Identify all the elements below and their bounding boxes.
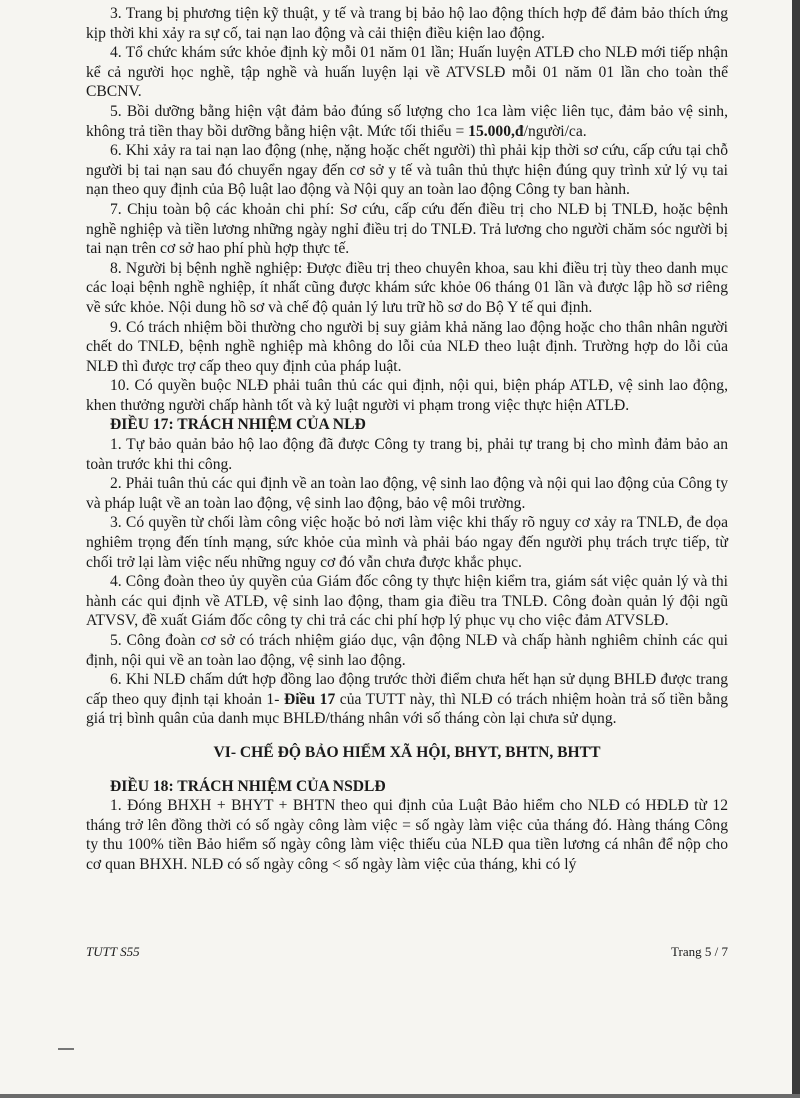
article-18-heading: ĐIỀU 18: TRÁCH NHIỆM CỦA NSDLĐ	[110, 777, 386, 795]
scan-speck	[58, 1048, 74, 1050]
paragraph-5	[86, 102, 728, 141]
article-17-item-5: 5. Công đoàn cơ sở có trách nhiệm giáo dục, vận động NLĐ và chấp hành nghiêm chỉnh các qui định, nội qui về an toàn lao động, vệ sinh lao động.	[86, 632, 728, 669]
article-17-heading: ĐIỀU 17: TRÁCH NHIỆM CỦA NLĐ	[110, 416, 366, 434]
paragraph-4: 4. Tổ chức khám sức khỏe định kỳ mỗi 01 năm 01 lần; Huấn luyện ATLĐ cho NLĐ mới tiếp nhận kể cả người học nghề, tập nghề và huấn luyện lại về ATVSLĐ mỗi 01 năm 01 lần cho toàn thể CBCNV.	[86, 44, 728, 101]
min-amount: 15.000,đ	[468, 122, 524, 140]
paragraph-9: 9. Có trách nhiệm bồi thường cho người bị suy giảm khả năng lao động hoặc cho thân nhân người chết do TNLĐ, bệnh nghề nghiệp mà không do lỗi của NLĐ theo luật định. Trường hợp do lỗi của NLĐ thì được trợ cấp theo quy định của pháp luật.	[86, 318, 728, 375]
article-17-item-1: 1. Tự bảo quản bảo hộ lao động đã được Công ty trang bị, phải tự trang bị cho mình đảm bảo an toàn trước khi thi công.	[86, 436, 728, 473]
paragraph-7: 7. Chịu toàn bộ các khoản chi phí: Sơ cứu, cấp cứu đến điều trị cho NLĐ bị TNLĐ, hoặc bệnh nghề nghiệp và tiền lương những ngày nghỉ điều trị do TNLĐ. Trả lương cho người chăm sóc người bị tai nạn trên cơ sở hao phí phù hợp thực tế.	[86, 200, 728, 258]
article-18-item-1: 1. Đóng BHXH + BHYT + BHTN theo qui định của Luật Bảo hiểm cho NLĐ có HĐLĐ từ 12 tháng trở lên đồng thời có số ngày công làm việc = số ngày làm việc của tháng đó. Hàng tháng Công ty thu 100% tiền Bảo hiểm số ngày công làm việc thiếu của NLĐ qua tiền lương cá nhân để nộp cho cơ quan BHXH. NLĐ có số ngày công < số ngày làm việc của tháng, khi có lý	[86, 797, 728, 873]
paragraph-6: 6. Khi xảy ra tai nạn lao động (nhẹ, nặng hoặc chết người) thì phải kịp thời sơ cứu, cấp cứu tại chỗ người bị tai nạn sau đó chuyển ngay đến cơ sở y tế và tuân thủ thực hiện đúng quy trình xử lý vụ tai nạn theo quy định của Bộ luật lao động và Nội quy an toàn lao động Công ty ban hành.	[86, 142, 728, 199]
article-17-item-6	[86, 670, 728, 729]
article-ref: Điều 17	[283, 690, 336, 708]
article-17-item-3: 3. Có quyền từ chối làm công việc hoặc bỏ nơi làm việc khi thấy rõ nguy cơ xảy ra TNLĐ, đe dọa nghiêm trọng đến tính mạng, sức khỏe của mình và phải báo ngay đến người phụ trách trực tiếp, từ chối trở lại làm việc nếu những nguy cơ đó vẫn chưa được khắc phục.	[86, 514, 728, 571]
paragraph-10: 10. Có quyền buộc NLĐ phải tuân thủ các qui định, nội qui, biện pháp ATLĐ, vệ sinh lao động, khen thưởng người chấp hành tốt và kỷ luật người vi phạm trong việc thực hiện ATLĐ.	[86, 377, 728, 414]
paragraph-5-tail: /người/ca.	[523, 122, 587, 140]
scan-edge-bottom	[0, 1094, 800, 1098]
document-body	[86, 4, 728, 875]
article-17-item-6-text: 6. Khi NLĐ chấm dứt hợp đồng lao động trước thời điểm chưa hết hạn sử dụng BHLĐ được trang cấp theo quy định tại khoản 1-	[86, 671, 728, 708]
article-17-item-2: 2. Phải tuân thủ các qui định về an toàn lao động, vệ sinh lao động và nội qui lao động của Công ty và pháp luật về an toàn lao động, vệ sinh lao động, bảo vệ môi trường.	[86, 475, 729, 512]
article-17-item-6-tail: của TUTT này, thì NLĐ có trách nhiệm hoàn trả số tiền bằng giá trị bình quân của danh mục BHLĐ/tháng nhân với số tháng còn lại chưa sử dụng.	[86, 690, 729, 728]
section-heading: VI- CHẾ ĐỘ BẢO HIỂM XÃ HỘI, BHYT, BHTN, BHTT	[213, 743, 601, 761]
scan-edge-right	[792, 0, 800, 1098]
paragraph-3: 3. Trang bị phương tiện kỹ thuật, y tế và trang bị bảo hộ lao động thích hợp để đảm bảo thích ứng kịp thời khi xảy ra sự cố, tai nạn lao động và cải thiện điều kiện lao động.	[86, 5, 728, 42]
paragraph-5-text: 5. Bồi dưỡng bằng hiện vật đảm bảo đúng số lượng cho 1ca làm việc liên tục, đảm bảo vệ sinh, không trả tiền thay bồi dưỡng bằng hiện vật. Mức tối thiểu =	[86, 102, 728, 140]
footer-page-number: Trang 5 / 7	[671, 944, 728, 959]
article-17-item-4: 4. Công đoàn theo ủy quyền của Giám đốc công ty thực hiện kiểm tra, giám sát việc quản lý và thi hành các qui định về ATLĐ, vệ sinh lao động, tham gia điều tra TNLĐ. Công đoàn quản lý đội ngũ ATVSV, đề xuất Giám đốc công ty chi trả các chi phí hợp lý phục vụ cho việc đảm ATVSLĐ.	[86, 573, 728, 630]
footer-doc-code: TUTT S55	[86, 944, 140, 959]
paragraph-8: 8. Người bị bệnh nghề nghiệp: Được điều trị theo chuyên khoa, sau khi điều trị tùy theo danh mục các loại bệnh nghề nghiệp, ít nhất cũng được khám sức khỏe 06 tháng 01 lần và được lập hồ sơ riêng về sức khỏe. Nội dung hồ sơ và chế độ quản lý lưu trữ hồ sơ do Bộ Y tế qui định.	[86, 259, 728, 316]
